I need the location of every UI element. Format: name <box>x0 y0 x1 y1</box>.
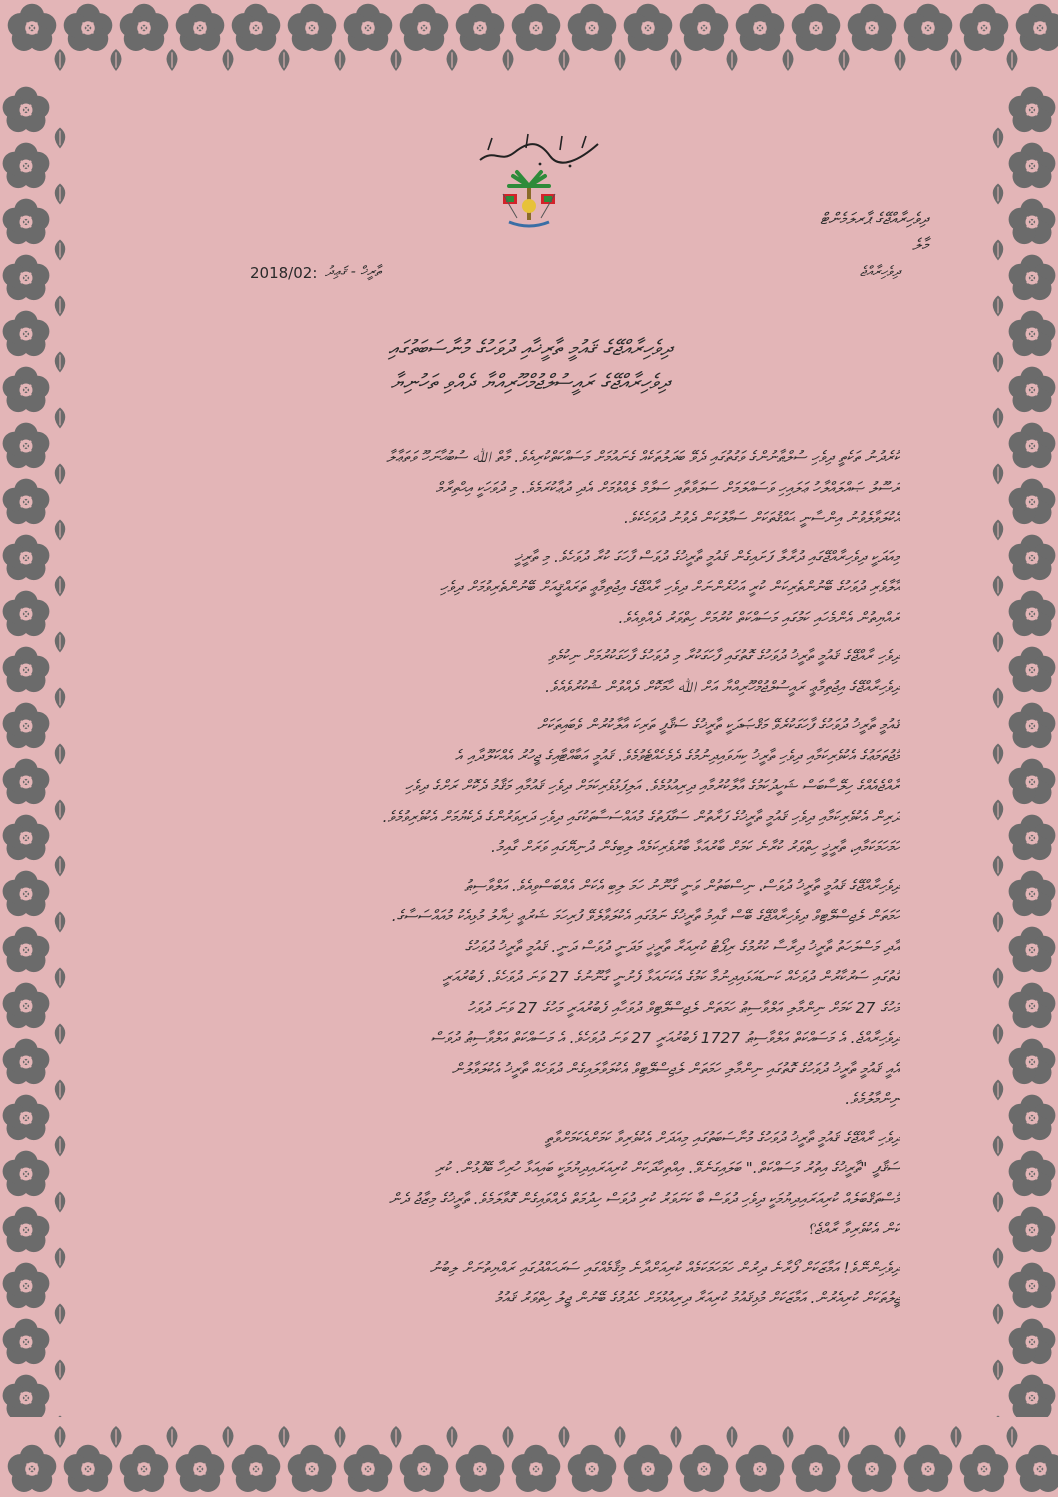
flower-ornament-icon <box>960 1445 1009 1492</box>
flower-ornament-icon <box>176 1445 225 1492</box>
leaf-ornament-icon <box>55 1192 66 1213</box>
leaf-ornament-icon <box>951 49 962 71</box>
flower-ornament-icon <box>456 1445 505 1492</box>
floral-border-left <box>0 80 82 1417</box>
leaf-ornament-icon <box>503 1426 514 1448</box>
flower-ornament-icon <box>1009 1319 1056 1365</box>
flower-ornament-icon <box>1016 4 1058 51</box>
leaf-ornament-icon <box>993 576 1004 597</box>
paragraph-line: ދިވެހިންނޭވެ! އަމާޒަކަށް ފޯރާނެ ދިރުން ހަމަހަމަކަމެއް ކުރިއަށްދާނެ މިޤާމެއްގައި ސަރަޙައްދުގައި ރައްޔިތުނަށް ލިބުނު <box>429 1258 900 1277</box>
leaf-ornament-icon <box>55 240 66 261</box>
flower-ornament-icon <box>3 1319 50 1365</box>
flower-ornament-icon <box>904 4 953 51</box>
flower-ornament-icon <box>288 4 337 51</box>
flower-ornament-icon <box>1009 703 1056 749</box>
leaf-ornament-icon <box>223 1426 234 1448</box>
paragraph <box>195 710 900 863</box>
flower-ornament-icon <box>3 591 50 637</box>
flower-ornament-icon <box>1009 815 1056 861</box>
flower-ornament-icon <box>3 367 50 413</box>
flower-ornament-icon <box>792 4 841 51</box>
leaf-ornament-icon <box>503 49 514 71</box>
leaf-ornament-icon <box>993 1304 1004 1325</box>
flower-ornament-icon <box>848 4 897 51</box>
flower-ornament-icon <box>1009 1095 1056 1141</box>
flower-ornament-icon <box>3 87 50 133</box>
leaf-ornament-icon <box>839 1426 850 1448</box>
flower-ornament-icon <box>568 4 617 51</box>
flower-ornament-icon <box>624 1445 673 1492</box>
flower-ornament-icon <box>792 1445 841 1492</box>
leaf-ornament-icon <box>993 240 1004 261</box>
leaf-ornament-icon <box>223 49 234 71</box>
flower-ornament-icon <box>3 143 50 189</box>
leaf-ornament-icon <box>993 1248 1004 1269</box>
floral-border-top <box>0 0 1058 80</box>
flower-ornament-icon <box>3 1151 50 1197</box>
flower-ornament-icon <box>680 4 729 51</box>
leaf-ornament-icon <box>335 49 346 71</box>
flower-ornament-icon <box>3 199 50 245</box>
leaf-ornament-icon <box>335 1426 346 1448</box>
floral-border-right <box>976 80 1058 1417</box>
flower-ornament-icon <box>1009 1263 1056 1309</box>
flower-ornament-icon <box>1009 87 1056 133</box>
flower-ornament-icon <box>1009 255 1056 301</box>
flower-ornament-icon <box>3 983 50 1029</box>
paragraph-line: ނިންމާލުމެވެ. <box>845 1090 900 1108</box>
leaf-ornament-icon <box>993 632 1004 653</box>
leaf-ornament-icon <box>111 49 122 71</box>
flower-ornament-icon <box>1009 311 1056 357</box>
paragraph-line: ހަމަތަން ލެޖިސްލޭޓިވް ދިވެހިރާއްޖޭގެ ބޭސް ގާއިމު ތާރީޚުގެ ނަމުގައި އެކުލަވާލެވޭ ފުރިހަމަ ޝަރުޢީ ޚިޔާލު މުޅިއެކު މުއައްސަސާގެ. <box>391 907 900 925</box>
leaf-ornament-icon <box>993 520 1004 541</box>
flower-ornament-icon <box>1009 479 1056 524</box>
leaf-ornament-icon <box>55 49 66 71</box>
leaf-ornament-icon <box>391 1426 402 1448</box>
flower-ornament-icon <box>1009 591 1056 637</box>
document-title-line-1: ދިވެހިރާއްޖޭގެ ޤައުމީ ތާރީޚާއި ދުވަހުގެ މުނާސަބަތުގައި <box>388 336 672 360</box>
leaf-ornament-icon <box>783 49 794 71</box>
flower-ornament-icon <box>1009 983 1056 1029</box>
paragraph-line: ޤައުމީ ތާރީޚު ދުވަހުގެ ފާހަގަކުރެވޭ މަޤްޞަދަކީ ތާރީޚުގެ ސަޤާފީ ތަރިކަ އާލާކުރުން ވެބައިތަކަށް <box>537 716 900 734</box>
leaf-ornament-icon <box>391 49 402 71</box>
floral-border-bottom <box>0 1417 1058 1497</box>
leaf-ornament-icon <box>55 1080 66 1101</box>
leaf-ornament-icon <box>993 464 1004 485</box>
paragraph <box>195 1253 900 1314</box>
flower-ornament-icon <box>1009 1039 1056 1085</box>
paragraph-line: ކަން އެކުވެރިވާ ރާއްޖެ؟ <box>807 1220 900 1238</box>
flower-ornament-icon <box>736 4 785 51</box>
flower-ornament-icon <box>1009 423 1056 469</box>
leaf-ornament-icon <box>671 49 682 71</box>
paragraph-line: ދިވެހިރާއްޖޭގެ ޤައުމީ ތާރީޚު ދުވަސް، ނިސްބަތުން ވަނީ ގާނޫނު ހަމަ ލިބި އެކަން އެއްބަސްވިއެވެ. އަލްވާސިޠު <box>464 876 900 895</box>
flower-ornament-icon <box>3 255 50 301</box>
flower-ornament-icon <box>176 4 225 51</box>
leaf-ornament-icon <box>671 1426 682 1448</box>
flower-ornament-icon <box>1009 199 1056 245</box>
flower-ornament-icon <box>400 1445 449 1492</box>
leaf-ornament-icon <box>55 408 66 429</box>
leaf-ornament-icon <box>993 688 1004 709</box>
flower-ornament-icon <box>1009 871 1056 917</box>
flower-ornament-icon <box>3 311 50 357</box>
paragraph-line: ކުރެދުނު ތަކެތީ ދިވެހި ސުލްޠާނުންގެ ވަގުތުގައި ދެވޭ ބަދަލުތަކެއް ގެނައުމަށް މަސައްކަތްކުރިއެވެ. މާތް ﷲ ސުބުޙާނަހޫ ވަތަޢާލާ <box>386 448 900 466</box>
leaf-ornament-icon <box>993 800 1004 821</box>
flower-ornament-icon <box>456 4 505 51</box>
leaf-ornament-icon <box>993 968 1004 989</box>
leaf-ornament-icon <box>55 128 66 149</box>
flower-ornament-icon <box>1009 367 1056 413</box>
flower-ornament-icon <box>3 1263 50 1309</box>
flower-ornament-icon <box>1009 759 1056 805</box>
leaf-ornament-icon <box>993 1360 1004 1381</box>
leaf-ornament-icon <box>55 464 66 485</box>
flower-ornament-icon <box>1009 647 1056 693</box>
leaf-ornament-icon <box>727 1426 738 1448</box>
flower-ornament-icon <box>624 4 673 51</box>
leaf-ornament-icon <box>55 520 66 541</box>
flower-ornament-icon <box>3 815 50 861</box>
flower-ornament-icon <box>3 1095 50 1141</box>
leaf-ornament-icon <box>447 49 458 71</box>
leaf-ornament-icon <box>55 968 66 989</box>
flower-ornament-icon <box>960 4 1009 51</box>
date-label: ތާރީޚް - ޤަޢިދު <box>325 264 381 280</box>
city-name: މާލެ <box>912 235 928 254</box>
leaf-ornament-icon <box>895 49 906 71</box>
leaf-ornament-icon <box>993 352 1004 373</box>
paragraph-line: މުޖުތަމަޢުގެ އެކުވެރިކަމާއި ދިވެހި ތާރީޚު ކިޔަވައިދިނުމުގެ ދެމެހެއްޓެވުމެވެ. ޤައުމީ އަބާއްޓާއިގެ ޖީހުރު އެއްކަލޫދާއި އެ <box>454 746 900 765</box>
flower-ornament-icon <box>3 759 50 805</box>
flower-ornament-icon <box>3 535 50 581</box>
leaf-ornament-icon <box>895 1426 906 1448</box>
leaf-ornament-icon <box>559 49 570 71</box>
leaf-ornament-icon <box>993 1080 1004 1101</box>
flower-ornament-icon <box>3 479 50 524</box>
flower-ornament-icon <box>120 1445 169 1492</box>
flower-ornament-icon <box>64 1445 113 1492</box>
leaf-ornament-icon <box>993 1024 1004 1045</box>
leaf-ornament-icon <box>55 912 66 933</box>
flower-ornament-icon <box>3 647 50 693</box>
leaf-ornament-icon <box>559 1426 570 1448</box>
leaf-ornament-icon <box>55 184 66 205</box>
leaf-ornament-icon <box>951 1426 962 1448</box>
paragraph-line: ދިވެހިރާއްޖެ. އެ މަސައްކަތް އަލްވާސިޠު 1727 ފެބުރުއަރީ 27 ވަނަ ދުވަހެވެ. އެ މަސައްކަތް އަލްވާސިޠު ދުވަސް <box>430 1029 900 1047</box>
flower-ornament-icon <box>1009 1151 1056 1197</box>
flower-ornament-icon <box>1009 1207 1056 1253</box>
flower-ornament-icon <box>848 1445 897 1492</box>
flower-ornament-icon <box>1009 143 1056 189</box>
leaf-ornament-icon <box>279 49 290 71</box>
paragraph-line: ޖީލުތަކަށް ކުރިއެރުން. އަމާޒަކަށް މުޅިޤައުމު ކުރިއަރާ ދިރިއުޅުމަށް ހެދުމުގެ ބޭނުން ޖީލު ހިތްވަރު ޤައުމު <box>494 1289 900 1307</box>
paragraph <box>195 1123 900 1245</box>
leaf-ornament-icon <box>55 576 66 597</box>
paragraph-line: ދިވެހިރާއްޖޭގެ އިޖުތިމާޢީ ރައީސުލްޖުމްހޫރިއްޔާ އަށް ﷲ ހާމަކޮށް ދެއްވުން ޝުކުރުވެއެވެ. <box>545 677 900 696</box>
flower-ornament-icon <box>344 1445 393 1492</box>
flower-ornament-icon <box>904 1445 953 1492</box>
paragraph-line: އާދި މަސްލަހަތު ތާރީޚު ދިރާސާ ކުރުމުގެ ރިޕޯޓު ކުރިއަރާ ތާރީޚީ މަދަނީ ދުވަސް ދަނީ. ޤައުމީ ތާރީޚު ދުވަހުގެ <box>464 937 900 956</box>
leaf-ornament-icon <box>55 800 66 821</box>
paragraph-line: ހަމަހަމަކަމާއި، ތާރީޚީ ހިތްވަރު ކުރާނެ ކަމަށް ބާރުއަޅާ ބާރުވެރިކަމެއް ލިބިގެން ދުނިޔޭގައި ވަރަށް ގާއިމު. <box>491 838 900 856</box>
leaf-ornament-icon <box>55 296 66 317</box>
leaf-ornament-icon <box>993 912 1004 933</box>
leaf-ornament-icon <box>55 1416 66 1418</box>
flower-ornament-icon <box>512 4 561 51</box>
paragraph-line: ރަސޫލު ޞައްލައްލާހު ޢަލައިހި ވަސައްލަމަށް ސަލަވާތާއި ސަލާމް ލެއްވުމަށް އެދި ދުޢާކުރަމެވެ. މި ދުވަހަކީ އިޙްތިރާމް <box>435 478 900 497</box>
flower-ornament-icon <box>344 4 393 51</box>
leaf-ornament-icon <box>55 688 66 709</box>
paragraph-line: ދަރިން އެކުވެރިކަމާއި ދިވެހި ޤައުމީ ތާރީޚުގެ ފަރާތުން ސަގާފަތުގެ މުއައްސަސާތަކުގައި ދިވެހި ދަރިވަރުންގެ ދެކެޔުމަށް އެކުވެރިވުމެވެ. <box>382 807 900 826</box>
flower-ornament-icon <box>400 4 449 51</box>
flower-ornament-icon <box>3 871 50 917</box>
flower-ornament-icon <box>8 1445 57 1492</box>
leaf-ornament-icon <box>993 1136 1004 1157</box>
leaf-ornament-icon <box>1007 1426 1018 1448</box>
flower-ornament-icon <box>568 1445 617 1492</box>
leaf-ornament-icon <box>993 128 1004 149</box>
flower-ornament-icon <box>1009 927 1056 973</box>
leaf-ornament-icon <box>55 1248 66 1269</box>
flower-ornament-icon <box>3 1039 50 1085</box>
leaf-ornament-icon <box>993 744 1004 765</box>
flower-ornament-icon <box>288 1445 337 1492</box>
leaf-ornament-icon <box>783 1426 794 1448</box>
flower-ornament-icon <box>232 1445 281 1492</box>
paragraph-line: މަހުގެ 27 ކަމަށް ނިންމާލި އަލްވާސިޠު ހަމަތަން ލެޖިސްލޭޓިވް ދުވަހާއި ފެބުރުއަރީ މަހުގެ 27 ވަނަ ދުވަހު <box>467 998 900 1017</box>
paragraph-line: މުސްތަޤްބަލެއް ކުރިއަރައިދިޔުމަކީ ދިވެހި ދުވަސް ބާ ކަށަވަރު ކުރި ދުވަސް ހިދުމަތް ދެއްވައިގެން ގޮވާލަމެވެ. ތާރީޚުގެ މިޒާޖު ދެން <box>388 1189 900 1208</box>
leaf-ornament-icon <box>55 1024 66 1045</box>
paragraph <box>195 871 900 1115</box>
paragraph-line: ރާއްޖެއެއްގެ ހިލޭސާބަސް ޝަހީދުކަމުގެ އާލާކުރުމާއި ދިރިއުޅުމެވެ. އަލިފަޅުވެރިކަމަށް ދިވެހި ޤައުމާއި މަޤާމު ދެކޮށް ރަށްގެ ދިވެހި <box>405 777 900 795</box>
letter-body <box>195 442 900 1322</box>
leaf-ornament-icon <box>55 1304 66 1325</box>
flower-ornament-icon <box>512 1445 561 1492</box>
leaf-ornament-icon <box>55 856 66 877</box>
leaf-ornament-icon <box>993 296 1004 317</box>
flower-ornament-icon <box>3 703 50 749</box>
leaf-ornament-icon <box>279 1426 290 1448</box>
paragraph-line: ދިވެހި ރާއްޖޭގެ ޤައުމީ ތާރީޚު ދުވަހުގެ ގޮތުގައި ފާހަގަކުރާ މި ދުވަހުގެ ފާހަގަކުރުމަށް ނިކުމެވި <box>548 647 900 665</box>
flower-ornament-icon <box>3 423 50 469</box>
paragraph <box>195 542 900 634</box>
leaf-ornament-icon <box>55 1360 66 1381</box>
paragraph-line: އެއީ ޤައުމީ ތާރީޚު ދުވަހުގެ ގޮތުގައި ނިންމާލި ހަމަތަން ލެޖިސްލޭޓިވް އެކުލަވާލައިގެން ދުވަހެއް ތާރީޚު އެކުލަވާލުން <box>451 1059 900 1078</box>
leaf-ornament-icon <box>55 1136 66 1157</box>
leaf-ornament-icon <box>55 744 66 765</box>
leaf-ornament-icon <box>993 184 1004 205</box>
leaf-ornament-icon <box>615 49 626 71</box>
leaf-ornament-icon <box>167 1426 178 1448</box>
leaf-ornament-icon <box>447 1426 458 1448</box>
paragraph-line: ސަޤާފީ "ތާރީޚުގެ އިތުރު މަސައްކަތް." ބަލައިގަނެވޭ. އިއްތިހާދަކަށް ކުރިއަރައިދިޔުމަކީ ބައިއަޅާ ހުރިހާ ބޭފުޅުން. ކުރި <box>434 1159 900 1177</box>
flower-ornament-icon <box>1009 535 1056 581</box>
flower-ornament-icon <box>1009 1375 1056 1417</box>
addressee: ދިވެހިރާއްޖެ <box>859 264 900 280</box>
flower-ornament-icon <box>3 927 50 973</box>
leaf-ornament-icon <box>167 49 178 71</box>
maldives-emblem-icon <box>497 168 561 234</box>
paragraph-line: ގޮތުގައި ސަރުކާރުން ދުވަހެއް ކަނޑައަޅައިދިނުމާ ކަމުގެ އެކަށައަޅާ ފެށުނީ ގާނޫނުގެ 27 ވަނަ ދުވަހެވެ. ފެބުރުއަރީ <box>442 968 900 986</box>
flower-ornament-icon <box>736 1445 785 1492</box>
leaf-ornament-icon <box>993 1192 1004 1213</box>
document-date: 2018/02: <box>250 264 318 282</box>
paragraph-line: ރައްޔިތުން އެންމެހައި ކަމުގައި މަސައްކަތް ކުރުމަށް ހިތްވަރު ދެއްވިއެވެ. <box>618 608 900 627</box>
flower-ornament-icon <box>8 4 57 51</box>
leaf-ornament-icon <box>615 1426 626 1448</box>
paragraph-line: އާލާވެރި ދުވަހުގެ ބޭނުންތެރިކަން ކުރީ އަހުރެންނަށް ދިވެހި ރާއްޖޭގެ އިޖުތިމާޢީ ތަރައްޤީއަށް ބޭނުންތެރިވުމަށް ދިވެހި <box>439 578 900 596</box>
letterhead-block <box>820 206 928 258</box>
flower-ornament-icon <box>64 4 113 51</box>
leaf-ornament-icon <box>839 49 850 71</box>
leaf-ornament-icon <box>55 632 66 653</box>
leaf-ornament-icon <box>1007 49 1018 71</box>
paragraph <box>195 641 900 702</box>
paragraph <box>195 442 900 534</box>
organization-name: ދިވެހިރާއްޖޭގެ ޕާރލަމެންޓް <box>820 209 928 228</box>
paragraph-line: އެކުލަވާލެވުނު އިންސާނީ ޙައްޤުތަކަށް ސަމާލުކަން ދެވުނު ދުވަހެކެވެ. <box>624 509 900 527</box>
leaf-ornament-icon <box>727 49 738 71</box>
flower-ornament-icon <box>680 1445 729 1492</box>
leaf-ornament-icon <box>993 856 1004 877</box>
flower-ornament-icon <box>120 4 169 51</box>
paragraph-line: ދިވެހި ރާއްޖޭގެ ޤައުމީ ތާރީޚު ދުވަހުގެ މުނާސަބަތުގައި މިއަދަށް އެކުވެރިވާ ކަމަށްއެކަމަށްވާތީ <box>544 1128 900 1147</box>
leaf-ornament-icon <box>55 1426 66 1448</box>
leaf-ornament-icon <box>55 352 66 373</box>
leaf-ornament-icon <box>993 1416 1004 1418</box>
flower-ornament-icon <box>1016 1445 1058 1492</box>
paragraph-line: މިއަދަކީ ދިވެހިރާއްޖޭގައި ދުރާލާ ފަށައިގެން ޤައުމީ ތާރީޚުގެ ދުވަސް ފާހަގަ ކުރާ ދުވަހެވެ. މި ތާރީޚީ <box>514 547 900 566</box>
leaf-ornament-icon <box>111 1426 122 1448</box>
leaf-ornament-icon <box>993 408 1004 429</box>
flower-ornament-icon <box>232 4 281 51</box>
document-title-line-2: ދިވެހިރާއްޖޭގެ ރައީސުލްޖުމްހޫރިއްޔާ ދެއްވި ތަހުނިޔާ <box>390 370 670 394</box>
flower-ornament-icon <box>3 1375 50 1417</box>
flower-ornament-icon <box>3 1207 50 1253</box>
